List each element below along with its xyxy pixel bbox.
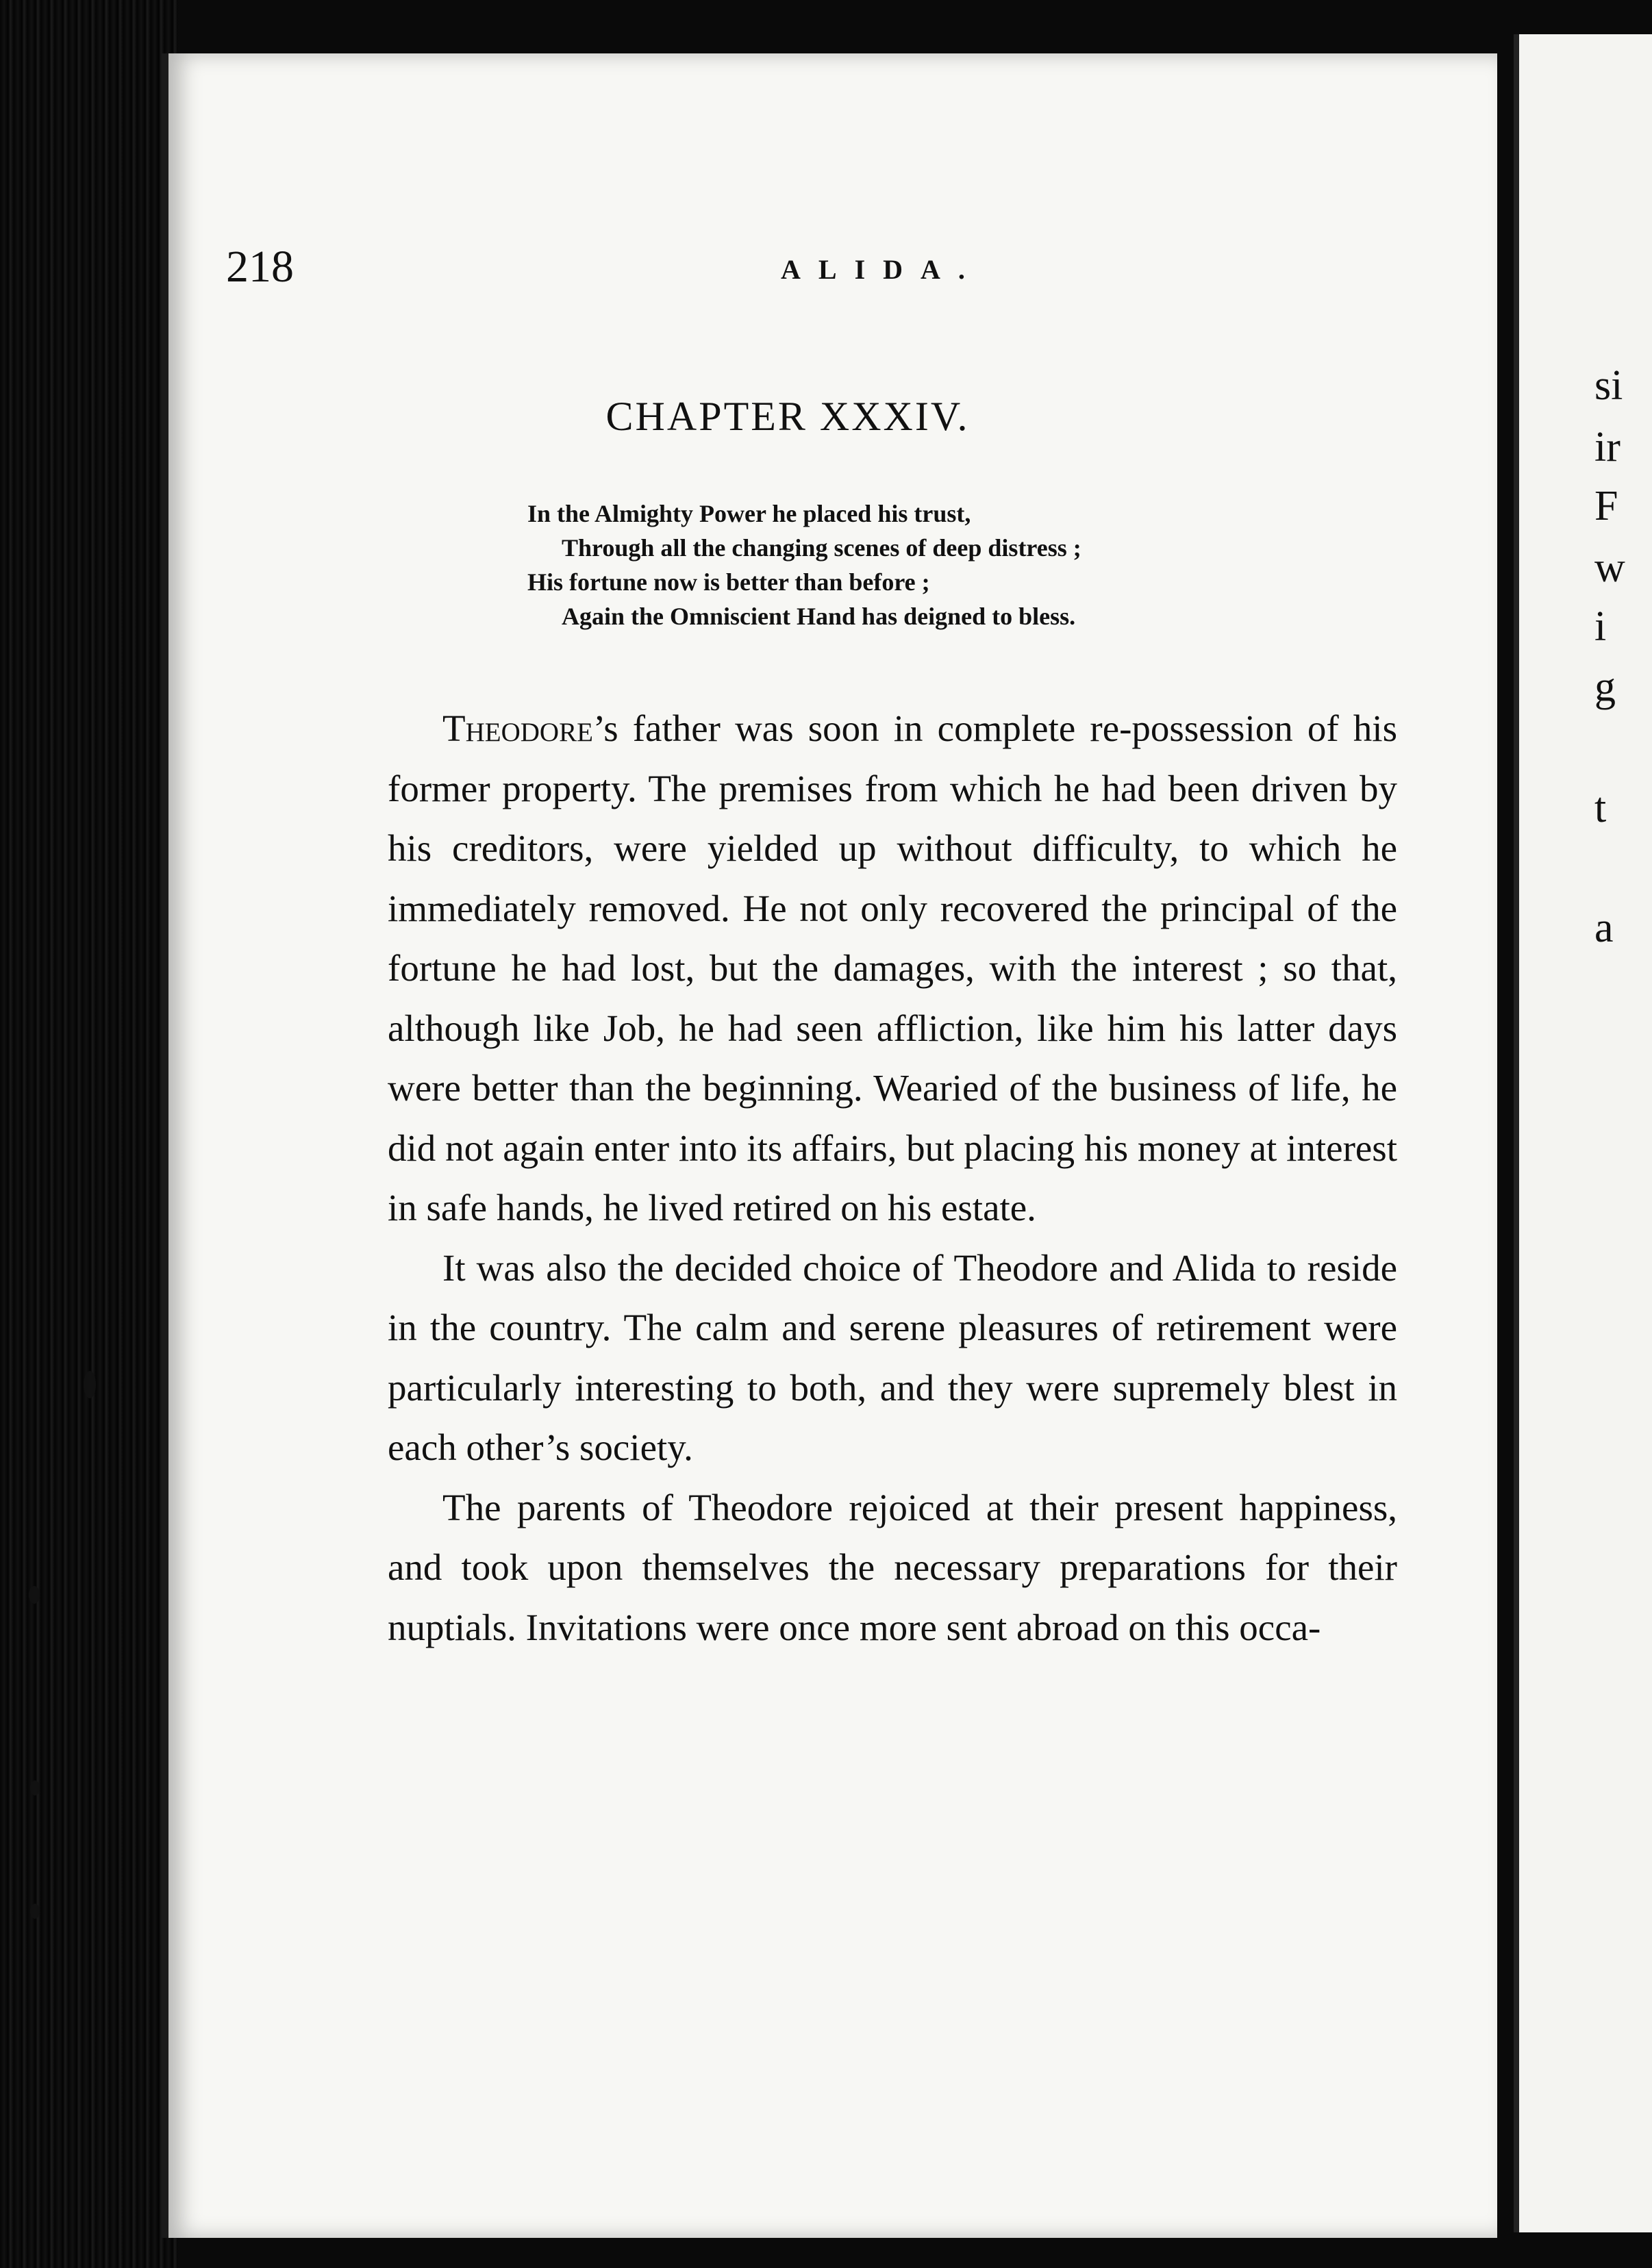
epigraph [527,496,1384,633]
scan-smudge [29,1586,40,1604]
running-head [226,241,1390,296]
facing-letter: t [1594,785,1607,831]
scan-smudge [84,1371,96,1398]
facing-letter: a [1594,905,1614,951]
binding-edge [0,0,178,2268]
chapter-heading: CHAPTER XXXIV. [605,394,970,439]
paragraph: The parents of Theodore rejoiced at their present happiness, and took upon themselves the necessary preparations for their nuptials. Invitations were once more sent abroad on this occa- [388,1486,1397,1648]
paragraph-text: ’s father was soon in complete re-possession of his former property. The premises from which he had been driven by his creditors, were yielded up without difficulty, to which he immediately removed. He not only recovered the principal of the fortune he had lost, but the damages, with the interest ; so that, although like Job, he had seen affliction, like him his latter days were better than the beginning. Wearied of the business of life, he did not again enter into its affairs, but placing his money at interest in safe hands, he lived retired on his estate. [388,707,1397,1228]
paragraph-lead-word: Theodore [442,707,593,749]
facing-letter: F [1594,483,1618,529]
facing-letter: si [1594,362,1623,409]
epigraph-line: Through all the changing scenes of deep distress ; [562,534,1081,562]
body-text [388,698,1397,1657]
facing-letter: w [1594,544,1625,591]
scan-smudge [30,1904,40,1919]
page-number: 218 [226,242,294,292]
facing-letter: i [1594,603,1607,650]
scan-smudge [30,1780,40,1796]
running-title: ALIDA. [781,254,983,285]
epigraph-line: Again the Omniscient Hand has deigned to bless. [562,603,1076,630]
facing-page [1514,34,1652,2232]
paragraph [388,698,1397,1238]
epigraph-line: His fortune now is better than before ; [527,568,930,596]
facing-letter: ir [1594,424,1620,470]
paragraph: It was also the decided choice of Theodore and Alida to reside in the country. The calm and serene pleasures of retirement were particularly interesting to both, and they were supremely blest in each other’s society. [388,1246,1397,1468]
facing-letter: g [1594,664,1616,710]
epigraph-line: In the Almighty Power he placed his trust, [527,500,971,527]
